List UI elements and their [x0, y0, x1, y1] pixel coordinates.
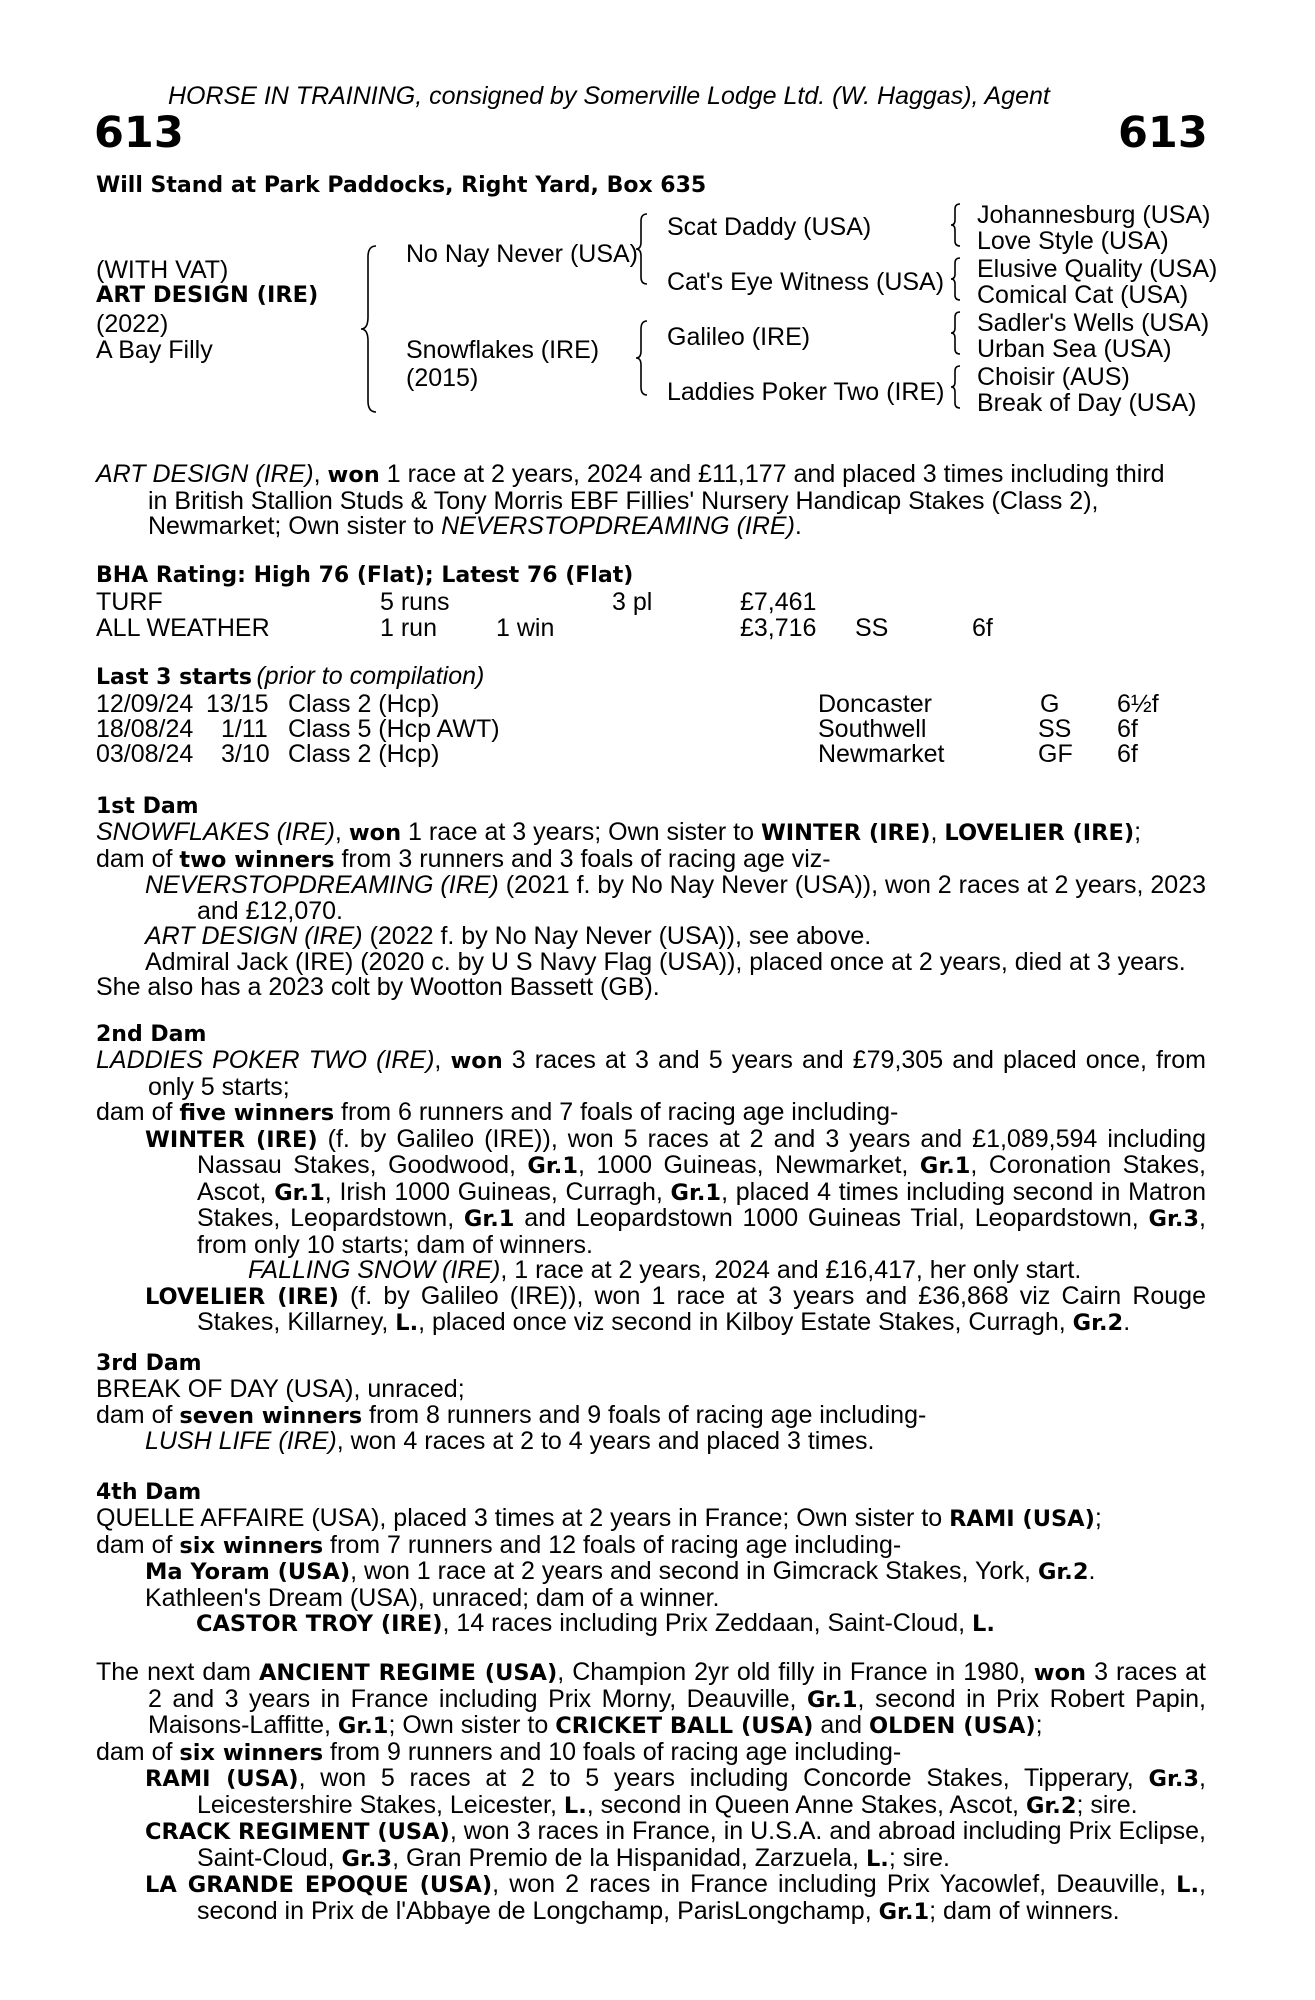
bha-surface: ALL WEATHER	[96, 614, 270, 642]
summary-horse: ART DESIGN (IRE)	[96, 460, 314, 488]
great-grandparent-5: Sadler's Wells (USA)	[977, 309, 1210, 337]
race-summary: ART DESIGN (IRE), won 1 race at 2 years, 2024 and £11,177 and placed 3 times including third in British Stallion Studs & Tony Morris EBF Fillies' Nursery Handicap Stakes (Class 2), Newmarket; Own sister to NEVERSTOPDREAMING (IRE).	[96, 460, 1165, 540]
granddam-sire: Cat's Eye Witness (USA)	[667, 268, 945, 296]
dam-year: (2015)	[406, 364, 479, 392]
progeny-entry: RAMI (USA), won 5 races at 2 to 5 years including Concorde Stakes, Tipperary, Gr.3, Leicestershire Stakes, Leicester, L., second in Queen Anne Stakes, Ascot, Gr.2; sire.	[145, 1764, 1206, 1819]
great-grandparent-3: Elusive Quality (USA)	[977, 255, 1218, 283]
lot-number-left: 613	[94, 108, 184, 158]
third-dam-text: BREAK OF DAY (USA), unraced; dam of seven winners from 8 runners and 9 foals of racing age including- LUSH LIFE (IRE), won 4 races at 2 to 4 years and placed 3 times.	[96, 1377, 1206, 1455]
bha-rating-title: BHA Rating: High 76 (Flat); Latest 76 (Flat)	[96, 563, 634, 588]
gg-brace-3	[950, 311, 968, 355]
horse-name: ART DESIGN (IRE)	[96, 282, 319, 308]
start-distance: 6½f	[1117, 690, 1159, 718]
last-starts-heading: Last 3 starts (prior to compilation)	[96, 662, 485, 690]
start-position: 1/11	[221, 715, 268, 743]
bha-distance: 6f	[972, 614, 993, 642]
gg-brace-2	[950, 257, 968, 301]
bha-runs: 5 runs	[380, 588, 450, 616]
second-dam-text: LADDIES POKER TWO (IRE), won 3 races at 3 and 5 years and £79,305 and placed once, from only 5 starts; dam of five winners from 6 runners and 7 foals of racing age including- WINTER (IRE) (f. by Galileo (IRE)), won 5 races at 2 and 3 years and £1,089,594 including Nassau Stakes, Goodwood, Gr.1, 1000 Guineas, Newmarket, Gr.1, Coronation Stakes, Ascot, Gr.1, Irish 1000 Guineas, Curragh, Gr.1, placed 4 times including second in Matron Stakes, Leopardstown, Gr.1 and Leopardstown 1000 Guineas Trial, Leopardstown, Gr.3, from only 10 starts; dam of winners. FALLING SNOW (IRE), 1 race at 2 years, 2024 and £16,417, her only start. LOVELIER (IRE) (f. by Galileo (IRE)), won 1 race at 3 years and £36,868 viz Cairn Rouge Stakes, Killarney, L., placed once viz second in Kilboy Estate Stakes, Curragh, Gr.2.	[96, 1046, 1207, 1336]
sire-name: No Nay Never (USA)	[406, 240, 638, 268]
dam-name: Snowflakes (IRE)	[406, 336, 600, 364]
sire-brace	[635, 213, 655, 285]
progeny-entry: ART DESIGN (IRE) (2022 f. by No Nay Never (USA)), see above.	[145, 922, 872, 950]
first-dam-heading: 1st Dam	[96, 794, 199, 819]
bha-going: SS	[855, 614, 889, 642]
next-dam-text: The next dam ANCIENT REGIME (USA), Champion 2yr old filly in France in 1980, won 3 races at 2 and 3 years in France including Prix Morny, Deauville, Gr.1, second in Prix Robert Papin, Maisons-Laffitte, Gr.1; Own sister to CRICKET BALL (USA) and OLDEN (USA); dam of six winners from 9 runners and 10 foals of racing age including- RAMI (USA), won 5 races at 2 to 5 years including Concorde Stakes, Tipperary, Gr.3, Leicestershire Stakes, Leicester, L., second in Queen Anne Stakes, Ascot, Gr.2; sire. CRACK REGIMENT (USA), won 3 races in France, in U.S.A. and abroad including Prix Eclipse, Saint-Cloud, Gr.3, Gran Premio de la Hispanidad, Zarzuela, L.; sire. LA GRANDE EPOQUE (USA), won 2 races in France including Prix Yacowlef, Deauville, L., second in Prix de l'Abbaye de Longchamp, ParisLongchamp, Gr.1; dam of winners.	[96, 1658, 1207, 1925]
bha-prize: £3,716	[740, 614, 817, 642]
progeny-entry: Admiral Jack (IRE) (2020 c. by U S Navy Flag (USA)), placed once at 2 years, died at 3 years.	[145, 947, 1186, 976]
start-course: Doncaster	[818, 690, 932, 718]
grandsire-sire: Scat Daddy (USA)	[667, 213, 872, 241]
foaling-year: (2022)	[96, 310, 169, 338]
stabling-location: Will Stand at Park Paddocks, Right Yard, Box 635	[96, 173, 707, 198]
start-going: G	[1040, 690, 1060, 718]
fourth-dam-heading: 4th Dam	[96, 1480, 202, 1505]
start-race: Class 5 (Hcp AWT)	[288, 715, 500, 743]
start-date: 18/08/24	[96, 715, 194, 743]
grandsire-dam: Galileo (IRE)	[667, 323, 811, 351]
great-grandparent-4: Comical Cat (USA)	[977, 281, 1189, 309]
fourth-dam-text: QUELLE AFFAIRE (USA), placed 3 times at 2 years in France; Own sister to RAMI (USA); dam of six winners from 7 runners and 12 foals of racing age including- Ma Yoram (USA), won 1 race at 2 years and second in Gimcrack Stakes, York, Gr.2. Kathleen's Dream (USA), unraced; dam of a winner. CASTOR TROY (IRE), 14 races including Prix Zeddaan, Saint-Cloud, L.	[96, 1506, 1206, 1638]
start-course: Southwell	[818, 715, 927, 743]
progeny-entry: FALLING SNOW (IRE), 1 race at 2 years, 2024 and £16,417, her only start.	[248, 1256, 1082, 1284]
progeny-entry: CASTOR TROY (IRE), 14 races including Prix Zeddaan, Saint-Cloud, L.	[196, 1609, 995, 1637]
bha-surface: TURF	[96, 588, 163, 616]
start-date: 03/08/24	[96, 740, 194, 768]
progeny-entry: LUSH LIFE (IRE), won 4 races at 2 to 4 years and placed 3 times.	[145, 1427, 875, 1455]
progeny-entry: Ma Yoram (USA), won 1 race at 2 years and second in Gimcrack Stakes, York, Gr.2.	[145, 1557, 1096, 1585]
great-grandparent-1: Johannesburg (USA)	[977, 201, 1211, 229]
start-distance: 6f	[1117, 715, 1138, 743]
third-dam-heading: 3rd Dam	[96, 1351, 202, 1376]
granddam-dam: Laddies Poker Two (IRE)	[667, 378, 945, 406]
start-going: SS	[1038, 715, 1072, 743]
vat-note: (WITH VAT)	[96, 256, 229, 284]
progeny-entry: WINTER (IRE) (f. by Galileo (IRE)), won 5 races at 2 and 3 years and £1,089,594 including Nassau Stakes, Goodwood, Gr.1, 1000 Guineas, Newmarket, Gr.1, Coronation Stakes, Ascot, Gr.1, Irish 1000 Guineas, Curragh, Gr.1, placed 4 times including second in Matron Stakes, Leopardstown, Gr.1 and Leopardstown 1000 Guineas Trial, Leopardstown, Gr.3, from only 10 starts; dam of winners.	[145, 1124, 1207, 1259]
start-position: 3/10	[221, 740, 270, 768]
gg-brace-1	[950, 203, 968, 247]
start-going: GF	[1038, 740, 1073, 768]
great-grandparent-2: Love Style (USA)	[977, 227, 1169, 255]
sex-colour: A Bay Filly	[96, 336, 213, 364]
great-grandparent-6: Urban Sea (USA)	[977, 335, 1172, 363]
start-course: Newmarket	[818, 740, 945, 768]
bha-placed: 3 pl	[612, 588, 653, 616]
dam-brace	[635, 320, 655, 396]
bha-runs: 1 run	[380, 614, 437, 642]
bha-prize: £7,461	[740, 588, 817, 616]
bha-wins: 1 win	[496, 614, 555, 642]
first-dam-text: SNOWFLAKES (IRE), won 1 race at 3 years; Own sister to WINTER (IRE), LOVELIER (IRE); dam of two winners from 3 runners and 3 foals of racing age viz- NEVERSTOPDREAMING (IRE) (2021 f. by No Nay Never (USA)), won 2 races at 2 years, 2023 and £12,070. ART DESIGN (IRE) (2022 f. by No Nay Never (USA)), see above. Admiral Jack (IRE) (2020 c. by U S Navy Flag (USA)), placed once at 2 years, died at 3 years. She also has a 2023 colt by Wootton Bassett (GB).	[96, 818, 1207, 1001]
progeny-entry: CRACK REGIMENT (USA), won 3 races in France, in U.S.A. and abroad including Prix Eclipse, Saint-Cloud, Gr.3, Gran Premio de la Hispanidad, Zarzuela, L.; sire.	[145, 1817, 1207, 1872]
start-race: Class 2 (Hcp)	[288, 690, 440, 718]
main-brace	[360, 245, 390, 413]
second-dam-heading: 2nd Dam	[96, 1022, 207, 1047]
progeny-entry: LOVELIER (IRE) (f. by Galileo (IRE)), won 1 race at 3 years and £36,868 viz Cairn Rouge Stakes, Killarney, L., placed once viz second in Kilboy Estate Stakes, Curragh, Gr.2.	[145, 1281, 1206, 1336]
progeny-entry: Kathleen's Dream (USA), unraced; dam of a winner.	[145, 1583, 720, 1612]
great-grandparent-7: Choisir (AUS)	[977, 363, 1130, 391]
start-position: 13/15	[206, 690, 269, 718]
start-distance: 6f	[1117, 740, 1138, 768]
great-grandparent-8: Break of Day (USA)	[977, 389, 1197, 417]
consignor-line: HORSE IN TRAINING, consigned by Somerville Lodge Ltd. (W. Haggas), Agent	[168, 82, 1050, 110]
gg-brace-4	[950, 365, 968, 409]
start-date: 12/09/24	[96, 690, 194, 718]
progeny-entry: LA GRANDE EPOQUE (USA), won 2 races in France including Prix Yacowlef, Deauville, L., second in Prix de l'Abbaye de Longchamp, ParisLongchamp, Gr.1; dam of winners.	[145, 1870, 1206, 1925]
start-race: Class 2 (Hcp)	[288, 740, 440, 768]
progeny-entry: NEVERSTOPDREAMING (IRE) (2021 f. by No Nay Never (USA)), won 2 races at 2 years, 2023 and £12,070.	[145, 871, 1207, 925]
lot-number-right: 613	[1118, 108, 1208, 158]
